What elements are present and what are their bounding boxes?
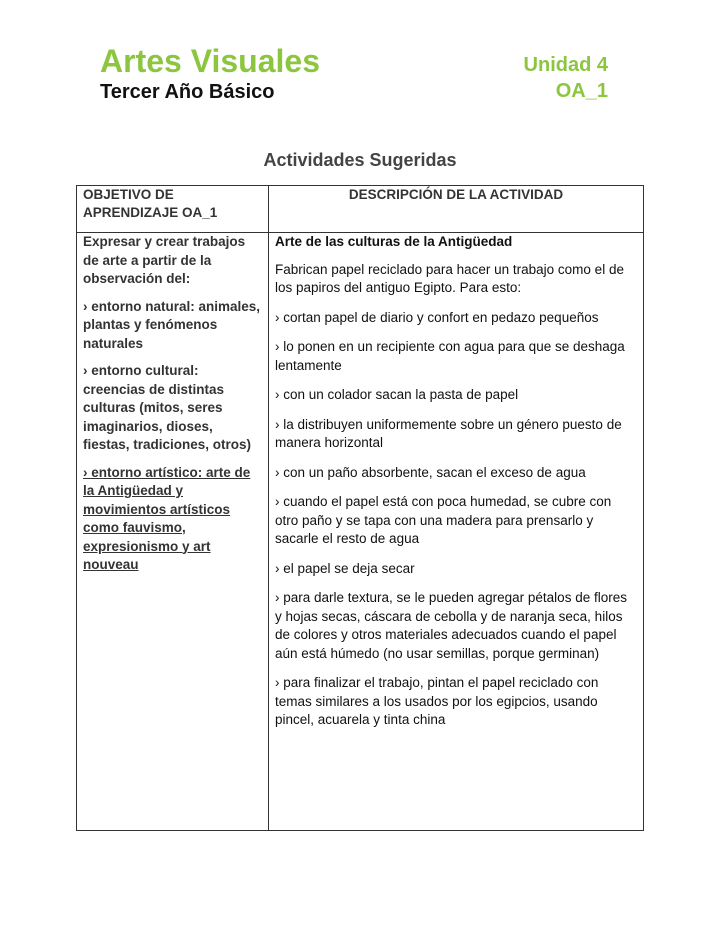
- objective-code: OA_1: [555, 80, 608, 102]
- objective-column-header: OBJETIVO DE APRENDIZAJE OA_1: [77, 186, 269, 233]
- activity-step: › cuando el papel está con poca humedad, se cubre con otro paño y se tapa con una madera para prensarlo y sacarle el resto de agua: [275, 494, 612, 546]
- table-row: [77, 233, 644, 831]
- unit-label: Unidad 4: [523, 54, 608, 76]
- activity-step: › para darle textura, se le pueden agregar pétalos de flores y hojas secas, cáscara de cebolla y de naranja seca, hilos de colores y otros materiales adecuados cuando el papel aún está húmedo (no usar semillas, porque germinan): [275, 590, 627, 661]
- objective-cell: [77, 233, 269, 831]
- document-header-left: [100, 42, 320, 104]
- activity-step: › con un paño absorbente, sacan el exceso de agua: [275, 464, 586, 480]
- activities-table: [76, 185, 644, 831]
- activity-step: › la distribuyen uniformemente sobre un género puesto de manera horizontal: [275, 416, 622, 450]
- description-column-header: DESCRIPCIÓN DE LA ACTIVIDAD: [269, 186, 644, 233]
- activity-step: › con un colador sacan la pasta de papel: [275, 387, 519, 402]
- activity-step: › cortan papel de diario y confort en pedazo pequeños: [275, 309, 599, 325]
- section-title: Actividades Sugeridas: [263, 150, 457, 170]
- activity-heading: Arte de las culturas de la Antigüedad: [275, 234, 513, 249]
- activity-step: › lo ponen en un recipiente con agua para que se deshaga lentamente: [275, 339, 625, 373]
- grade-level: Tercer Año Básico: [100, 81, 275, 103]
- activity-intro: Fabrican papel reciclado para hacer un trabajo como el de los papiros del antiguo Egipto. Para esto:: [275, 261, 624, 295]
- objective-intro: Expresar y crear trabajos de arte a partir de la observación del:: [83, 234, 246, 286]
- activity-step: › el papel se deja secar: [275, 560, 415, 576]
- activity-step: › para finalizar el trabajo, pintan el papel reciclado con temas similares a los usados por los egipcios, usando pincel, acuarela y tinta china: [275, 675, 599, 727]
- subject-title: Artes Visuales: [100, 43, 320, 79]
- table-header-row: [77, 186, 644, 233]
- objective-item-natural: › entorno natural: animales, plantas y fenómenos naturales: [83, 298, 261, 351]
- document-header-right: [524, 52, 608, 104]
- objective-item-cultural: › entorno cultural: creencias de distintas culturas (mitos, seres imaginarios, dioses, fiestas, tradiciones, otros): [83, 363, 252, 452]
- description-cell: [269, 233, 644, 831]
- objective-item-artistic: › entorno artístico: arte de la Antigüedad y movimientos artísticos como fauvismo, expresionismo y art nouveau: [83, 464, 251, 572]
